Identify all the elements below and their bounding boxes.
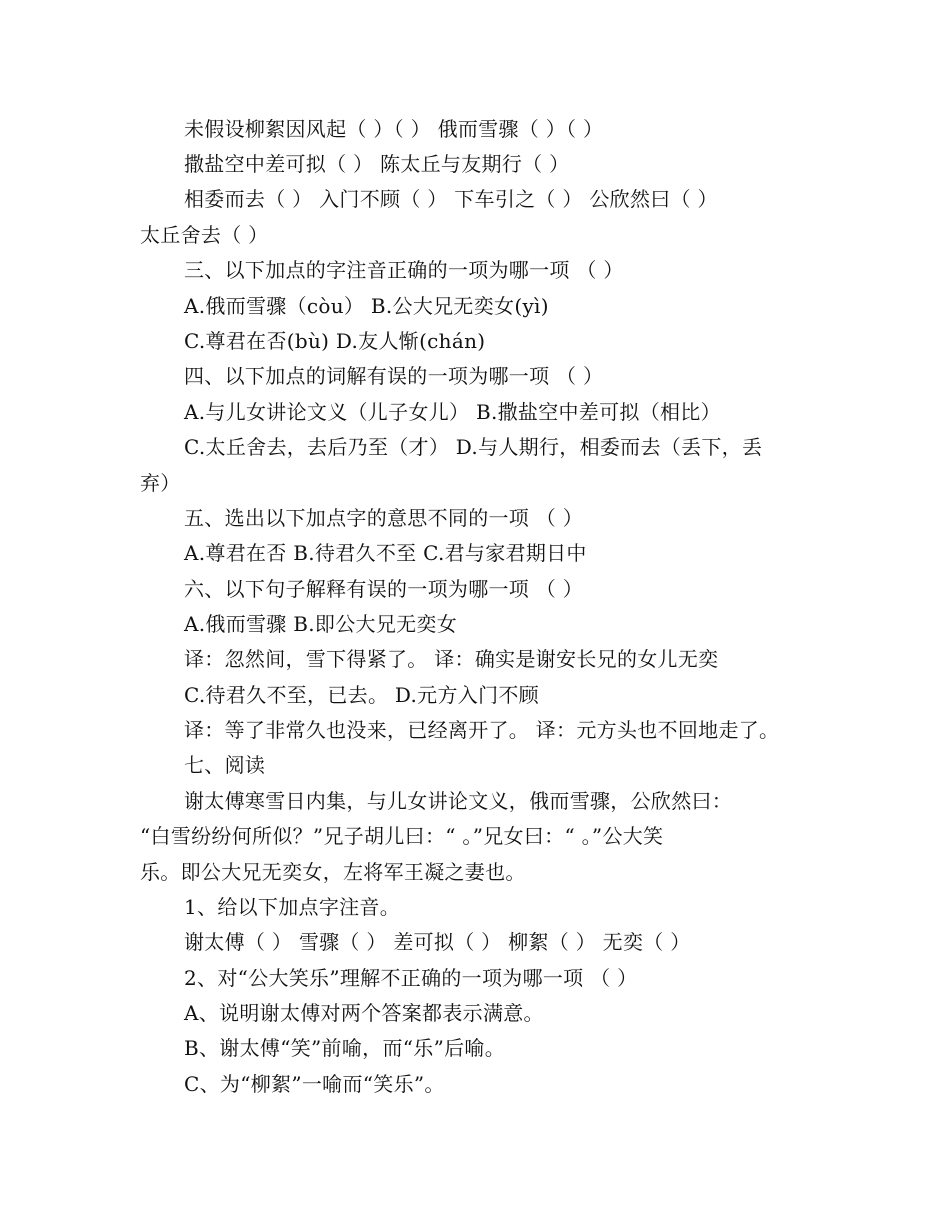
question-heading: 三、以下加点的字注音正确的一项为哪一项 （ ） xyxy=(184,258,624,282)
text-line: 相委而去（ ） 入门不顾（ ） 下车引之（ ） 公欣然曰（ ） xyxy=(184,187,718,211)
text-line: 未假设柳絮因风起（ ）（ ） 俄而雪骤（ ）（ ） xyxy=(184,117,604,141)
text-line: C.太丘舍去，去后乃至（才） D.与人期行，相委而去（丢下，丢 xyxy=(184,435,763,459)
question-heading: 六、以下句子解释有误的一项为哪一项 （ ） xyxy=(184,577,584,601)
question-heading: 四、以下加点的词解有误的一项为哪一项 （ ） xyxy=(184,364,604,388)
text-line: 译：等了非常久也没来，已经离开了。 译：元方头也不回地走了。 xyxy=(184,718,780,742)
text-line: A.与儿女讲论文义（儿子女儿） B.撒盐空中差可拟（相比） xyxy=(184,400,721,424)
text-line: C.尊君在否(bù) D.友人惭(chán) xyxy=(184,329,486,353)
text-line: 译：忽然间，雪下得紧了。 译：确实是谢安长兄的女儿无奕 xyxy=(184,647,719,671)
text-line: C.待君久不至，已去。 D.元方入门不顾 xyxy=(184,683,539,707)
text-line: C、为“柳絮”一喻而“笑乐”。 xyxy=(184,1072,445,1096)
text-line: 1、给以下加点字注音。 xyxy=(184,895,401,919)
text-line: A.俄而雪骤（còu） B.公大兄无奕女(yì) xyxy=(184,294,549,318)
text-line: 撒盐空中差可拟（ ） 陈太丘与友期行（ ） xyxy=(184,152,570,176)
text-line: 太丘舍去（ ） xyxy=(140,223,269,247)
question-heading: 五、选出以下加点字的意思不同的一项 （ ） xyxy=(184,506,584,530)
text-line: B、谢太傅“笑”前喻，而“乐”后喻。 xyxy=(184,1036,505,1060)
text-line: 谢太傅（ ） 雪骤（ ） 差可拟（ ） 柳絮（ ） 无奕（ ） xyxy=(184,930,691,954)
text-line: 谢太傅寒雪日内集，与儿女讲论文义，俄而雪骤，公欣然曰： xyxy=(184,789,733,813)
text-line: A.俄而雪骤 B.即公大兄无奕女 xyxy=(184,612,458,636)
question-heading: 七、阅读 xyxy=(184,753,266,777)
text-line: A.尊君在否 B.待君久不至 C.君与家君期日中 xyxy=(184,541,587,565)
text-line: “白雪纷纷何所似？”兄子胡儿曰：“ 。”兄女曰：“ 。”公大笑 xyxy=(140,824,664,848)
text-line: 乐。即公大兄无奕女，左将军王凝之妻也。 xyxy=(140,860,526,884)
text-line: 2、对“公大笑乐”理解不正确的一项为哪一项 （ ） xyxy=(184,966,638,990)
text-line: 弃） xyxy=(140,471,181,495)
text-line: A、说明谢太傅对两个答案都表示满意。 xyxy=(184,1001,544,1025)
